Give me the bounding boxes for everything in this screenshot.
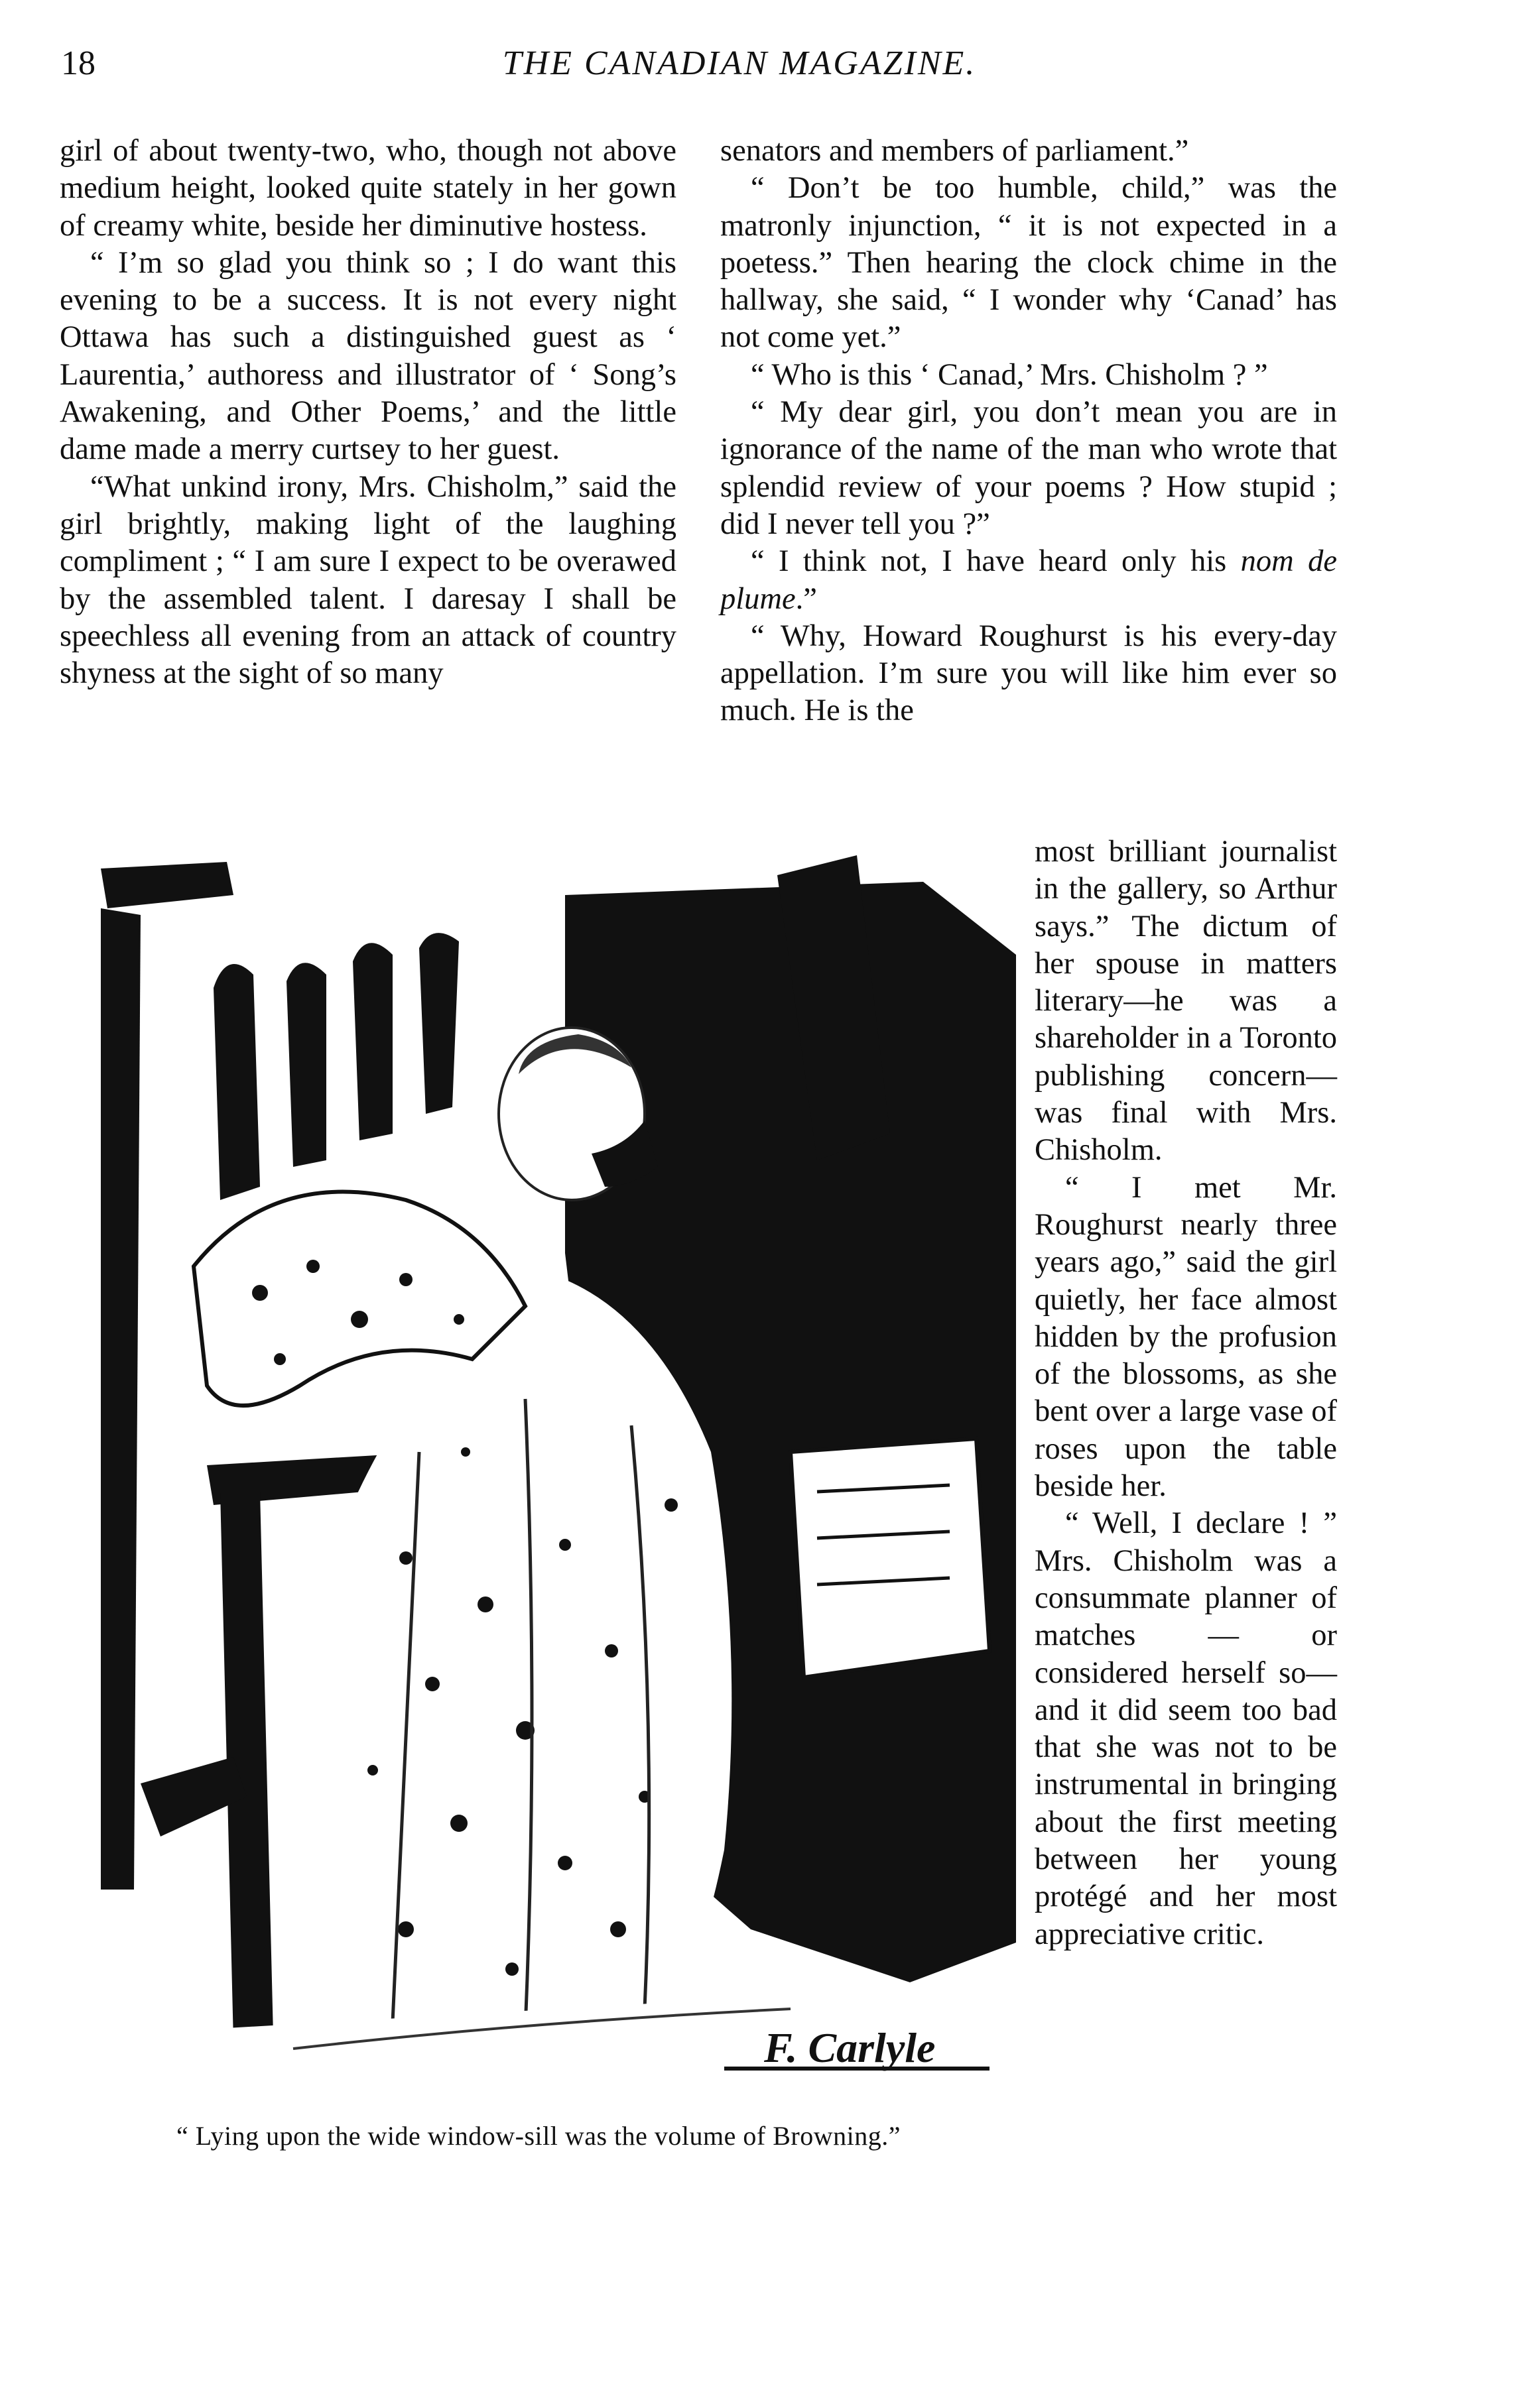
- paragraph: senators and members of parliament.”: [720, 134, 1189, 168]
- paragraph: “ Well, I declare ! ” Mrs. Chisholm was a consummate planner of matches — or considered herself so— and it did seem too bad that she was not to be instrumental in bringing about the first meeting between her young protégé and her most appreciative critic.: [1035, 1506, 1337, 1951]
- paragraph: girl of about twenty-two, who, though not above medium height, looked quite stately in her gown of creamy white, beside her diminutive hostess.: [60, 134, 676, 243]
- ink-drawing: [61, 855, 1016, 2108]
- paragraph: “ Who is this ‘ Canad,’ Mrs. Chisholm ? ”: [751, 357, 1268, 392]
- paragraph: “ I’m so glad you think so ; I do want this evening to be a success. It is not every night Ottawa has such a distinguished guest as ‘ Laurentia,’ authoress and illustrator of ‘ Song’s Awakening, and Other Poems,’ and the little dame made a merry curtsey to her guest.: [60, 245, 676, 467]
- right-text-column: [720, 133, 1337, 730]
- paragraph: “ Don’t be too humble, child,” was the matronly injunction, “ it is not expected in a poetess.” Then hearing the clock chime in the hallway, she said, “ I wonder why ‘Canad’ has not come yet.”: [720, 171, 1337, 355]
- paragraph: “ My dear girl, you don’t mean you are in ignorance of the name of the man who wrote that splendid review of your poems ? How stupid ; did I never tell you ?”: [720, 395, 1337, 541]
- paragraph: “What unkind irony, Mrs. Chisholm,” said the girl brightly, making light of the laughing compliment ; “ I am sure I expect to be overawed by the assembled talent. I daresay I shall be speechless all evening from an attack of country shyness at the sight of so many: [60, 469, 676, 691]
- left-text-column: [60, 133, 676, 692]
- paragraph: [720, 543, 1337, 618]
- text-run: .”: [795, 581, 817, 616]
- illustration-woman-seated: [61, 855, 1016, 2108]
- paragraph: “ I met Mr. Roughurst nearly three years ago,” said the girl quietly, her face almost hidden by the profusion of the blossoms, as she bent over a large vase of roses upon the table beside her.: [1035, 1170, 1337, 1504]
- running-title: THE CANADIAN MAGAZINE.: [502, 44, 977, 82]
- illustration-caption: “ Lying upon the wide window-sill was the volume of Browning.”: [176, 2121, 901, 2151]
- paragraph: “ Why, Howard Roughurst is his every-day appellation. I’m sure you will like him ever so much. He is the: [720, 619, 1337, 728]
- page-number: 18: [61, 44, 96, 82]
- narrow-text-column: [1035, 833, 1337, 1953]
- text-run: “ I think not, I have heard only his: [751, 544, 1227, 579]
- artist-signature: F. Carlyle: [764, 2024, 936, 2071]
- italic-phrase: nom de plume: [720, 544, 1338, 616]
- paragraph: most brilliant journalist in the gallery, so Arthur says.” The dictum of her spouse in matters literary—he was a shareholder in a Toronto publishing concern—was final with Mrs. Chisholm.: [1035, 835, 1337, 1168]
